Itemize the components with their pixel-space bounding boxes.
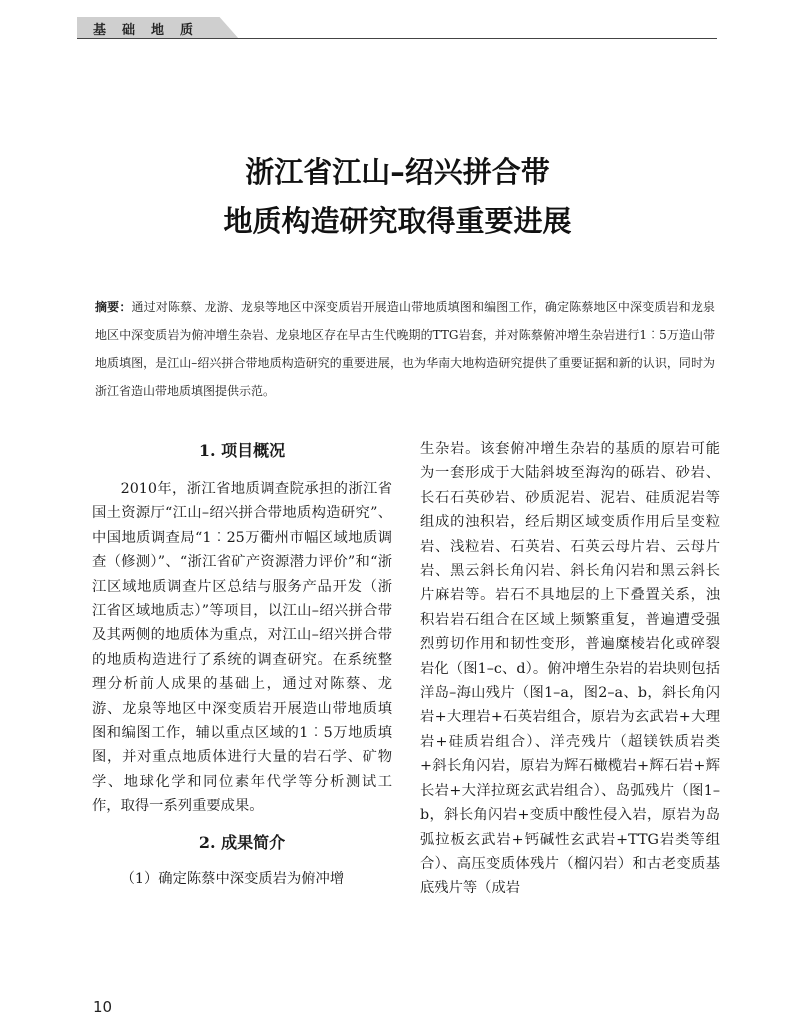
paragraph-results-intro: （1）确定陈蔡中深变质岩为俯冲增 xyxy=(120,870,345,887)
section-label: 基础地质 xyxy=(93,23,210,38)
paragraph-project-overview: 2010年，浙江省地质调查院承担的浙江省国土资源厅“江山–绍兴拼合带地质构造研究”、中国地质调查局“1︰25万衢州市幅区域地质调查（修测）”、“浙江省矿产资源潜力评价”和“浙江区域地质调查片区总结与服务产品开发（浙江省区域地质志）”等项目，以江山–绍兴拼合带及其两侧的地质体为重点，对江山–绍兴拼合带的地质构造进行了系统的调查研究。在系统整理分析前人成果的基础上，通过对陈蔡、龙游、龙泉等地区中深变质岩开展造山带地质填图和编图工作，辅以重点区域的1︰5万地质填图，并对重点地质体进行大量的岩石学、矿物学、地球化学和同位素年代学等分析测试工作，取得一系列重要成果。 xyxy=(92,481,392,815)
title-line-2: 地质构造研究取得重要进展 xyxy=(223,204,572,238)
section-heading-2: 2. 成果简介 xyxy=(198,832,286,852)
page-number: 10 xyxy=(93,998,113,1016)
section-heading-1: 1. 项目概况 xyxy=(198,441,286,460)
right-column xyxy=(420,437,720,901)
header-rule xyxy=(77,38,717,39)
paragraph-accretionary-complex: 生杂岩。该套俯冲增生杂岩的基质的原岩可能为一套形成于大陆斜坡至海沟的砾岩、砂岩、长石石英砂岩、砂质泥岩、泥岩、硅质泥岩等组成的浊积岩，经后期区域变质作用后呈变粒岩、浅粒岩、石英岩、石英云母片岩、云母片岩、黑云斜长角闪岩、斜长角闪岩和黑云斜长片麻岩等。岩石不具地层的上下叠置关系，浊积岩岩石组合在区域上频繁重复，普遍遭受强烈剪切作用和韧性变形，普遍糜棱岩化或碎裂岩化（图1–c、d）。俯冲增生杂岩的岩块则包括洋岛–海山残片（图1–a，图2–a、b，斜长角闪岩+大理岩+石英岩组合，原岩为玄武岩+大理岩+硅质岩组合）、洋壳残片（超镁铁质岩类+斜长角闪岩，原岩为辉石橄榄岩+辉石岩+辉长岩+大洋拉斑玄武岩组合）、岛弧残片（图1–b，斜长角闪岩+变质中酸性侵入岩，原岩为岛弧拉板玄武岩+钙碱性玄武岩+TTG岩类等组合）、高压变质体残片（榴闪岩）和古老变质基底残片等（成岩 xyxy=(420,441,720,897)
abstract-label: 摘要： xyxy=(95,300,132,314)
title-line-1: 浙江省江山–绍兴拼合带 xyxy=(245,155,550,189)
abstract xyxy=(95,293,715,405)
article-title xyxy=(0,148,795,246)
abstract-text: 通过对陈蔡、龙游、龙泉等地区中深变质岩开展造山带地质填图和编图工作，确定陈蔡地区中深变质岩和龙泉地区中深变质岩为俯冲增生杂岩、龙泉地区存在早古生代晚期的TTG岩套，并对陈蔡俯冲增生杂岩进行1︰5万造山带地质填图，是江山–绍兴拼合带地质构造研究的重要进展，也为华南大地构造研究提供了重要证据和新的认识，同时为浙江省造山带地质填图提供示范。 xyxy=(95,300,715,398)
left-column xyxy=(92,437,392,891)
